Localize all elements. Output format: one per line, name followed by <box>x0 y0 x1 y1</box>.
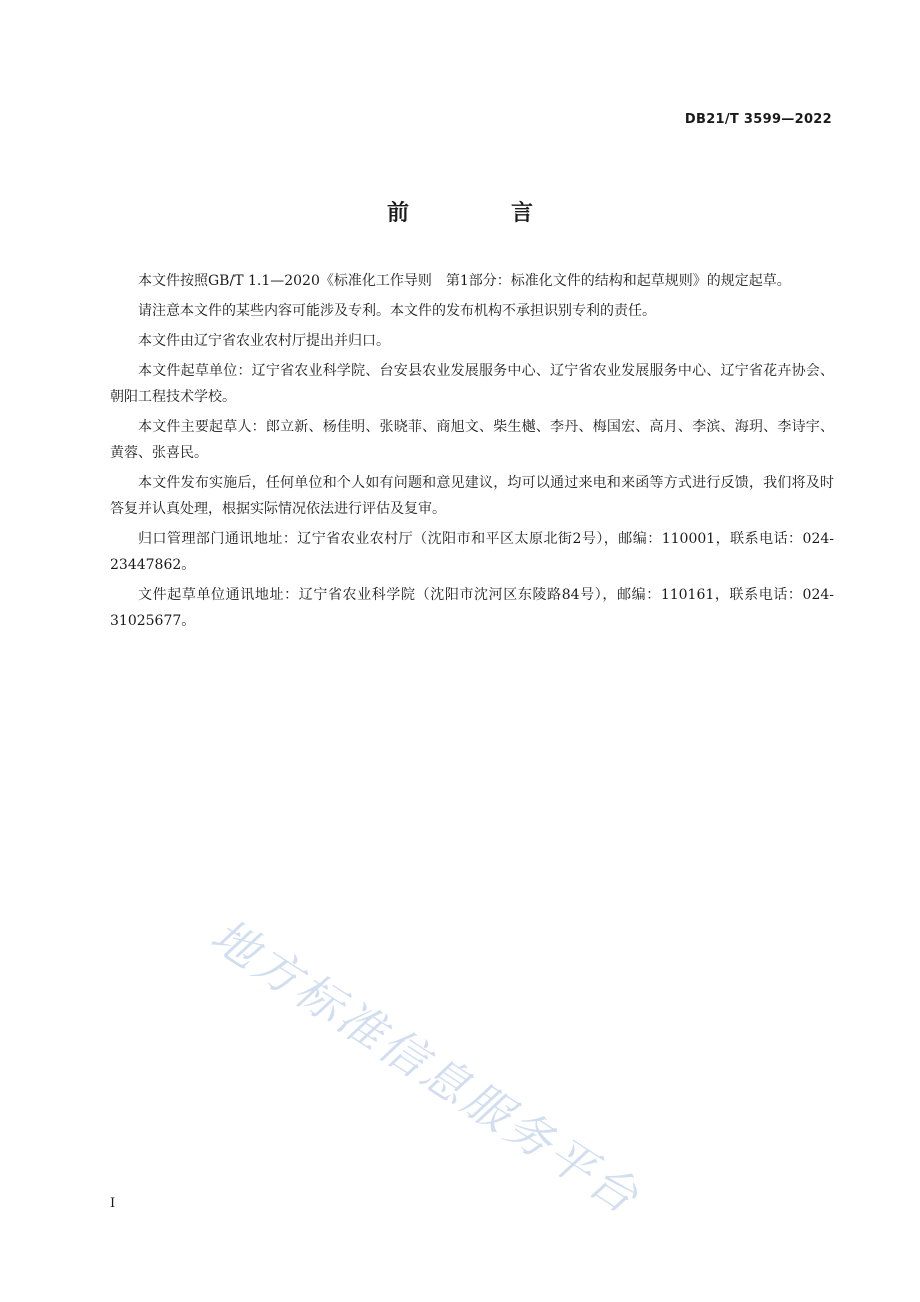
paragraph-drafting-units: 本文件起草单位：辽宁省农业科学院、台安县农业发展服务中心、辽宁省农业发展服务中心、辽宁省花卉协会、朝阳工程技术学校。 <box>110 363 834 405</box>
paragraph-patent-notice: 请注意本文件的某些内容可能涉及专利。本文件的发布机构不承担识别专利的责任。 <box>138 303 656 319</box>
paragraph-main-drafters: 本文件主要起草人：郎立新、杨佳明、张晓菲、商旭文、柴生樾、李丹、梅国宏、高月、李滨、海玥、李诗宇、黄蓉、张喜民。 <box>110 419 834 461</box>
paragraph-feedback: 本文件发布实施后，任何单位和个人如有问题和意见建议，均可以通过来电和来函等方式进行反馈，我们将及时答复并认真处理，根据实际情况依法进行评估及复审。 <box>110 475 834 517</box>
standard-number: DB21/T 3599—2022 <box>684 112 832 127</box>
page-number: I <box>110 1196 116 1211</box>
preface-body <box>110 268 834 638</box>
watermark: 地方标准信息服务平台 <box>201 907 651 1226</box>
paragraph-drafting-basis: 本文件按照GB/T 1.1—2020《标准化工作导则 第1部分：标准化文件的结构和起草规则》的规定起草。 <box>138 273 791 289</box>
paragraph-authority-address: 归口管理部门通讯地址：辽宁省农业农村厅（沈阳市和平区太原北街2号），邮编：110001，联系电话：024-23447862。 <box>110 531 834 573</box>
page-title: 前 言 <box>386 201 573 226</box>
paragraph-drafter-address: 文件起草单位通讯地址：辽宁省农业科学院（沈阳市沈河区东陵路84号），邮编：110161，联系电话：024-31025677。 <box>110 587 834 629</box>
paragraph-proposer: 本文件由辽宁省农业农村厅提出并归口。 <box>138 333 390 349</box>
